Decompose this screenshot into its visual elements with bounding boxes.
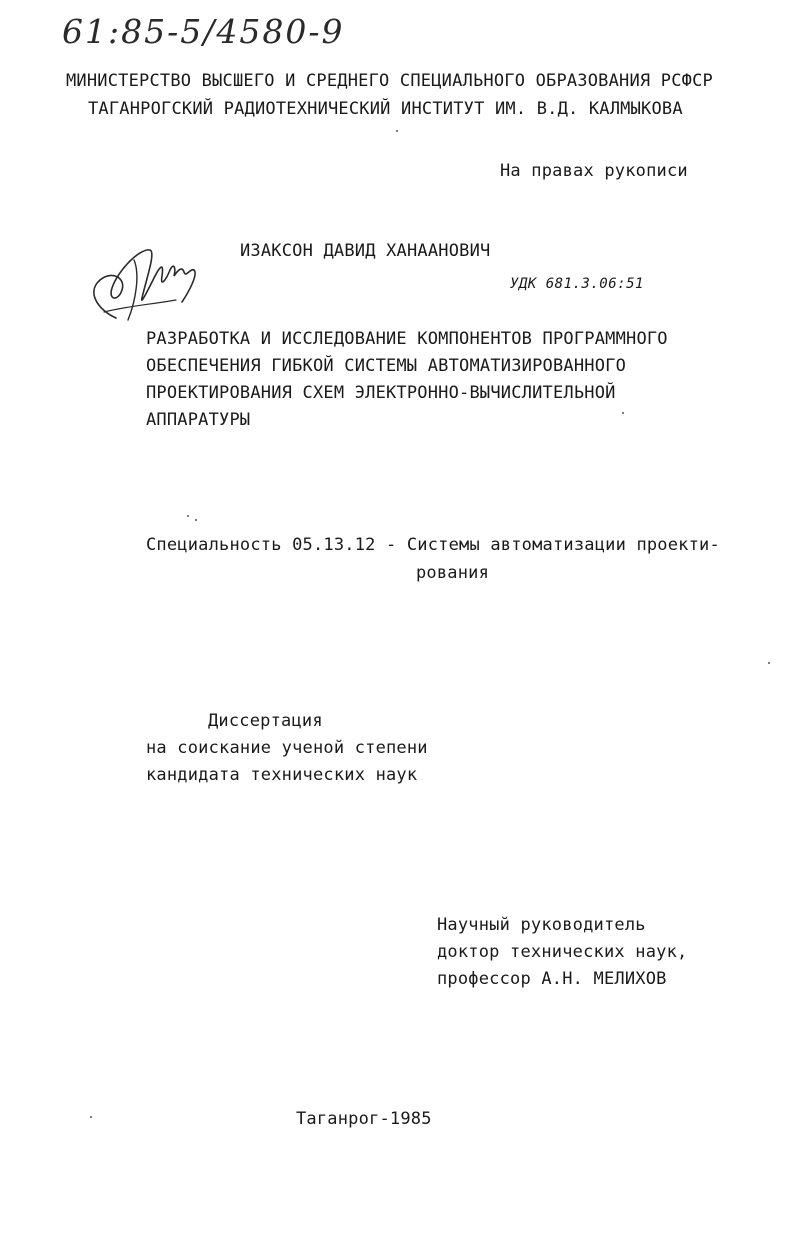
- author-name: ИЗАКСОН ДАВИД ХАНААНОВИЧ: [240, 241, 491, 261]
- title-line-4: АППАРАТУРЫ: [146, 410, 251, 430]
- degree-line-1: Диссертация: [208, 711, 323, 731]
- udk-code: УДК 681.3.06:51: [510, 276, 644, 292]
- degree-line-3: кандидата технических наук: [146, 765, 418, 785]
- scan-speck: [187, 515, 189, 517]
- archive-code-handwritten: 61:85-5/4580-9: [62, 12, 345, 51]
- scan-speck: [622, 412, 624, 414]
- author-signature: [78, 240, 218, 326]
- scan-speck: [396, 130, 398, 132]
- title-line-3: ПРОЕКТИРОВАНИЯ СХЕМ ЭЛЕКТРОННО-ВЫЧИСЛИТЕЛЬНОЙ: [146, 383, 616, 403]
- scan-speck: [768, 662, 770, 664]
- title-line-1: РАЗРАБОТКА И ИССЛЕДОВАНИЕ КОМПОНЕНТОВ ПРОГРАММНОГО: [146, 329, 668, 349]
- ministry-line: МИНИСТЕРСТВО ВЫСШЕГО И СРЕДНЕГО СПЕЦИАЛЬНОГО ОБРАЗОВАНИЯ РСФСР: [66, 71, 713, 91]
- place-year: Таганрог-1985: [296, 1109, 432, 1129]
- supervisor-line-1: Научный руководитель: [437, 915, 646, 935]
- specialty-line-2: рования: [416, 563, 490, 583]
- title-line-2: ОБЕСПЕЧЕНИЯ ГИБКОЙ СИСТЕМЫ АВТОМАТИЗИРОВАННОГО: [146, 356, 627, 376]
- scan-speck: [90, 1116, 92, 1118]
- institute-line: ТАГАНРОГСКИЙ РАДИОТЕХНИЧЕСКИЙ ИНСТИТУТ ИМ. В.Д. КАЛМЫКОВА: [88, 99, 683, 119]
- rights-notice: На правах рукописи: [500, 161, 688, 181]
- degree-line-2: на соискание ученой степени: [146, 738, 428, 758]
- specialty-line-1: Специальность 05.13.12 - Системы автоматизации проекти-: [146, 535, 720, 555]
- supervisor-line-3: профессор А.Н. МЕЛИХОВ: [437, 969, 667, 989]
- scan-speck: [195, 519, 197, 521]
- supervisor-line-2: доктор технических наук,: [437, 942, 688, 962]
